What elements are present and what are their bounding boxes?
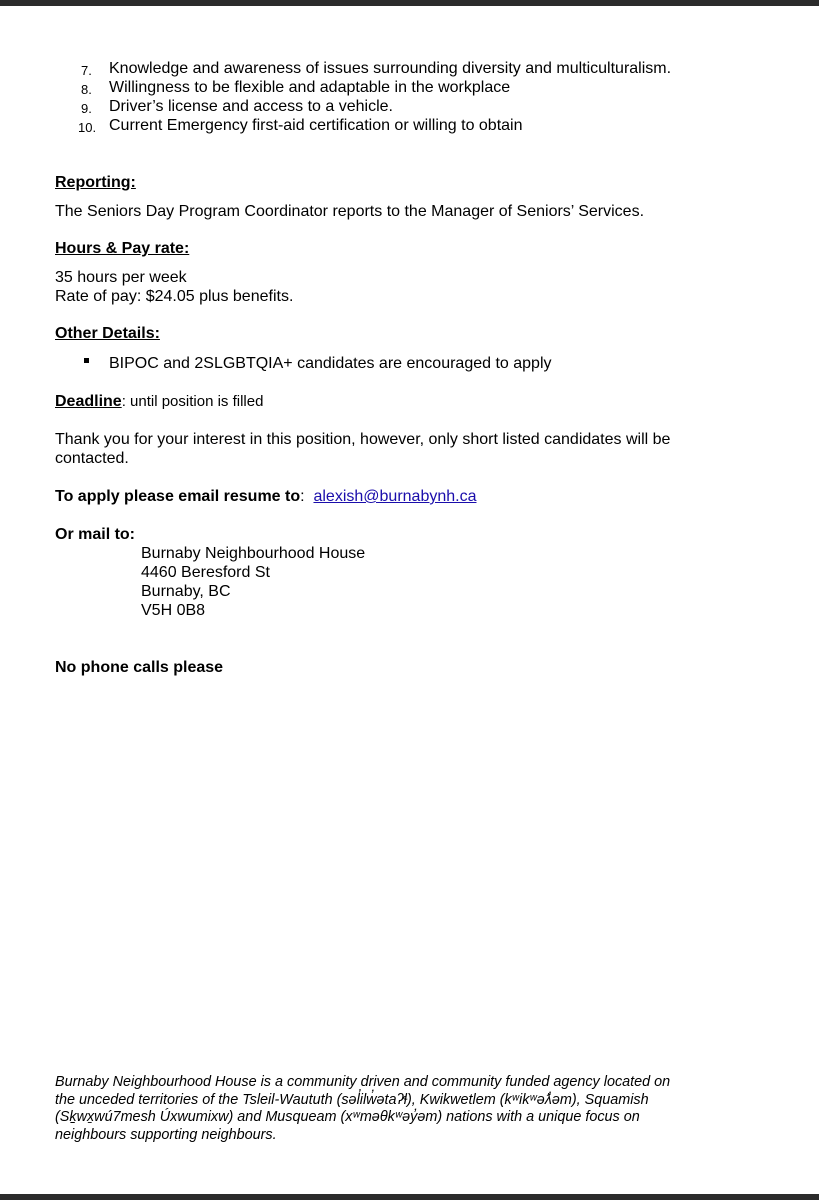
apply-label: To apply please email resume to bbox=[55, 488, 301, 505]
other-details-heading: Other Details: bbox=[55, 325, 160, 342]
list-number: 9. bbox=[81, 101, 92, 116]
list-item bbox=[0, 98, 760, 117]
pay-line: Rate of pay: $24.05 plus benefits. bbox=[55, 288, 294, 305]
thanks-line-2: contacted. bbox=[55, 450, 129, 467]
footer-line: neighbours supporting neighbours. bbox=[55, 1126, 277, 1143]
list-item bbox=[0, 79, 760, 98]
deadline-label: Deadline bbox=[55, 393, 122, 410]
mail-heading: Or mail to: bbox=[55, 526, 136, 543]
deadline-line bbox=[55, 392, 263, 411]
hours-heading: Hours & Pay rate: bbox=[55, 240, 190, 257]
top-border bbox=[0, 0, 819, 6]
other-details-bullet-text: BIPOC and 2SLGBTQIA+ candidates are encouraged to apply bbox=[109, 355, 552, 372]
list-item bbox=[0, 117, 760, 136]
list-text: Knowledge and awareness of issues surrounding diversity and multiculturalism. bbox=[109, 60, 672, 77]
list-number: 10. bbox=[78, 120, 97, 135]
reporting-heading: Reporting: bbox=[55, 174, 136, 191]
no-phone-calls: No phone calls please bbox=[55, 659, 224, 676]
list-item bbox=[0, 60, 760, 79]
footer-line: (Sḵwx̱wú7mesh Úxwumixw) and Musqueam (xʷməθkʷəy̓əm) nations with a unique focus on bbox=[55, 1109, 640, 1125]
list-number: 8. bbox=[81, 82, 92, 97]
deadline-text: : until position is filled bbox=[121, 393, 264, 410]
address-line: Burnaby, BC bbox=[141, 583, 231, 600]
thanks-line-1: Thank you for your interest in this position, however, only short listed candidates will be bbox=[55, 431, 671, 448]
address-line: V5H 0B8 bbox=[141, 602, 206, 619]
footer-line: Burnaby Neighbourhood House is a community driven and community funded agency located on bbox=[55, 1074, 671, 1090]
list-text: Driver’s license and access to a vehicle. bbox=[109, 98, 393, 115]
list-number: 7. bbox=[81, 63, 92, 78]
footer-line: the unceded territories of the Tsleil-Waututh (səl̓ilw̓ətaʔɬ), Kwikwetlem (kʷikʷəƛ̓əm), Squamish bbox=[55, 1091, 649, 1108]
address-line: Burnaby Neighbourhood House bbox=[141, 545, 366, 562]
bottom-border bbox=[0, 1194, 819, 1200]
footer-acknowledgement bbox=[55, 1074, 715, 1144]
list-text: Current Emergency first-aid certification or willing to obtain bbox=[109, 117, 523, 134]
email-link[interactable]: alexish@burnabynh.ca bbox=[313, 488, 477, 505]
address-line: 4460 Beresford St bbox=[141, 564, 270, 581]
hours-line: 35 hours per week bbox=[55, 269, 187, 286]
apply-line bbox=[55, 487, 476, 506]
bullet-icon bbox=[84, 358, 89, 363]
reporting-text: The Seniors Day Program Coordinator reports to the Manager of Seniors’ Services. bbox=[55, 203, 645, 220]
apply-separator: : bbox=[300, 488, 314, 505]
list-text: Willingness to be flexible and adaptable in the workplace bbox=[109, 79, 511, 96]
